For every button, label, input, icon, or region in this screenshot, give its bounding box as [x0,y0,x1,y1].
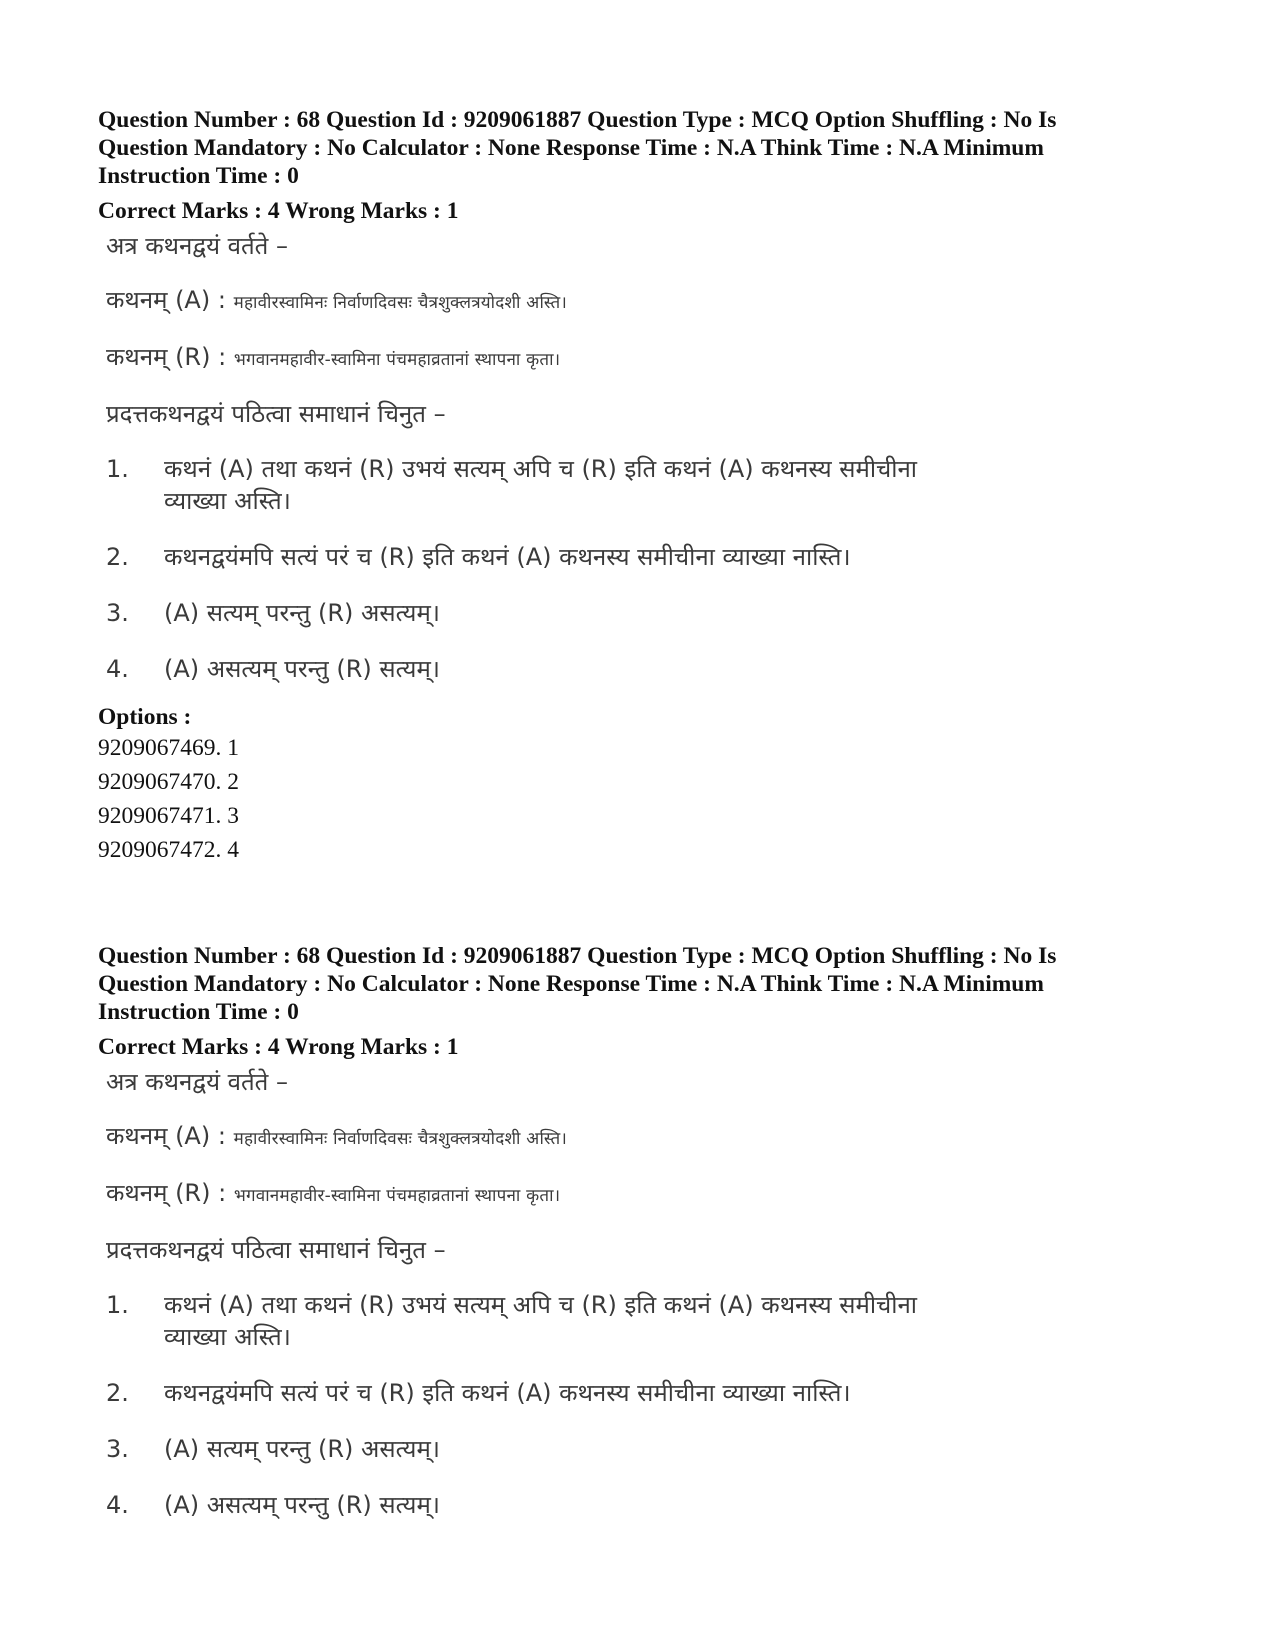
choice-item [106,1377,1118,1409]
statement-r-text: भगवानमहावीर-स्वामिना पंचमहाव्रतानां स्थापना कृता। [233,1186,561,1206]
question-meta: Question Number : 68 Question Id : 9209061887 Question Type : MCQ Option Shuffling : No Is Question Mandatory : No Calculator : None Response Time : N.A Think Time : N.A Minimum Instruction Time : 0 [98,943,1057,1025]
question-marks: Correct Marks : 4 Wrong Marks : 1 [98,198,459,224]
choice-number: 2. [106,543,129,571]
choice-item [106,453,1118,517]
question-intro: अत्र कथनद्वयं वर्तते – [106,232,288,260]
choice-text: कथनं (A) तथा कथनं (R) उभयं सत्यम् अपि च (R) इति कथनं (A) कथनस्य समीचीना व्याख्या अस्ति। [164,455,918,515]
choice-text: कथनं (A) तथा कथनं (R) उभयं सत्यम् अपि च (R) इति कथनं (A) कथनस्य समीचीना व्याख्या अस्ति। [164,1291,918,1351]
choice-item [106,1289,1118,1353]
statement-a [106,1119,1118,1156]
statement-a-text: महावीरस्वामिनः निर्वाणदिवसः चैत्रशुक्लत्रयोदशी अस्ति। [233,293,567,313]
choice-item [106,653,1118,685]
statement-r-label: कथनम् (R) : [106,1179,227,1207]
question-marks: Correct Marks : 4 Wrong Marks : 1 [98,1034,459,1060]
question-prompt: प्रदत्तकथनद्वयं पठित्वा समाधानं चिनुत – [106,1236,446,1264]
choice-text: कथनद्वयंमपि सत्यं परं च (R) इति कथनं (A) कथनस्य समीचीना व्याख्या नास्ति। [164,543,851,571]
statement-a-text: महावीरस्वामिनः निर्वाणदिवसः चैत्रशुक्लत्रयोदशी अस्ति। [233,1129,567,1149]
option-id: 9209067471. 3 [98,803,239,829]
choice-number: 4. [106,1491,129,1519]
choice-text: (A) सत्यम् परन्तु (R) असत्यम्। [164,1435,440,1463]
choice-item [106,541,1118,573]
statement-r-text: भगवानमहावीर-स्वामिना पंचमहाव्रतानां स्थापना कृता। [233,350,561,370]
statement-a-label: कथनम् (A) : [106,1122,226,1150]
question-body [106,229,1118,685]
question-meta: Question Number : 68 Question Id : 9209061887 Question Type : MCQ Option Shuffling : No Is Question Mandatory : No Calculator : None Response Time : N.A Think Time : N.A Minimum Instruction Time : 0 [98,107,1057,189]
choice-text: (A) असत्यम् परन्तु (R) सत्यम्। [164,655,440,683]
choice-number: 1. [106,1291,129,1319]
statement-r [106,1176,1118,1213]
statement-r [106,340,1118,377]
option-id: 9209067469. 1 [98,735,239,761]
choice-item [106,597,1118,629]
statement-a-label: कथनम् (A) : [106,286,226,314]
question-block [98,942,1118,1521]
choice-item [106,1433,1118,1465]
choice-text: (A) असत्यम् परन्तु (R) सत्यम्। [164,1491,440,1519]
statement-a [106,283,1118,320]
option-id: 9209067472. 4 [98,837,239,863]
choice-number: 1. [106,455,129,483]
question-intro: अत्र कथनद्वयं वर्तते – [106,1068,288,1096]
choice-item [106,1489,1118,1521]
option-id: 9209067470. 2 [98,769,239,795]
choice-number: 4. [106,655,129,683]
question-block [98,106,1118,867]
choice-number: 2. [106,1379,129,1407]
choice-text: कथनद्वयंमपि सत्यं परं च (R) इति कथनं (A) कथनस्य समीचीना व्याख्या नास्ति। [164,1379,851,1407]
choice-number: 3. [106,1435,129,1463]
question-prompt: प्रदत्तकथनद्वयं पठित्वा समाधानं चिनुत – [106,400,446,428]
options-heading: Options : [98,704,192,730]
statement-r-label: कथनम् (R) : [106,343,227,371]
question-body [106,1065,1118,1521]
choice-text: (A) सत्यम् परन्तु (R) असत्यम्। [164,599,440,627]
choice-number: 3. [106,599,129,627]
